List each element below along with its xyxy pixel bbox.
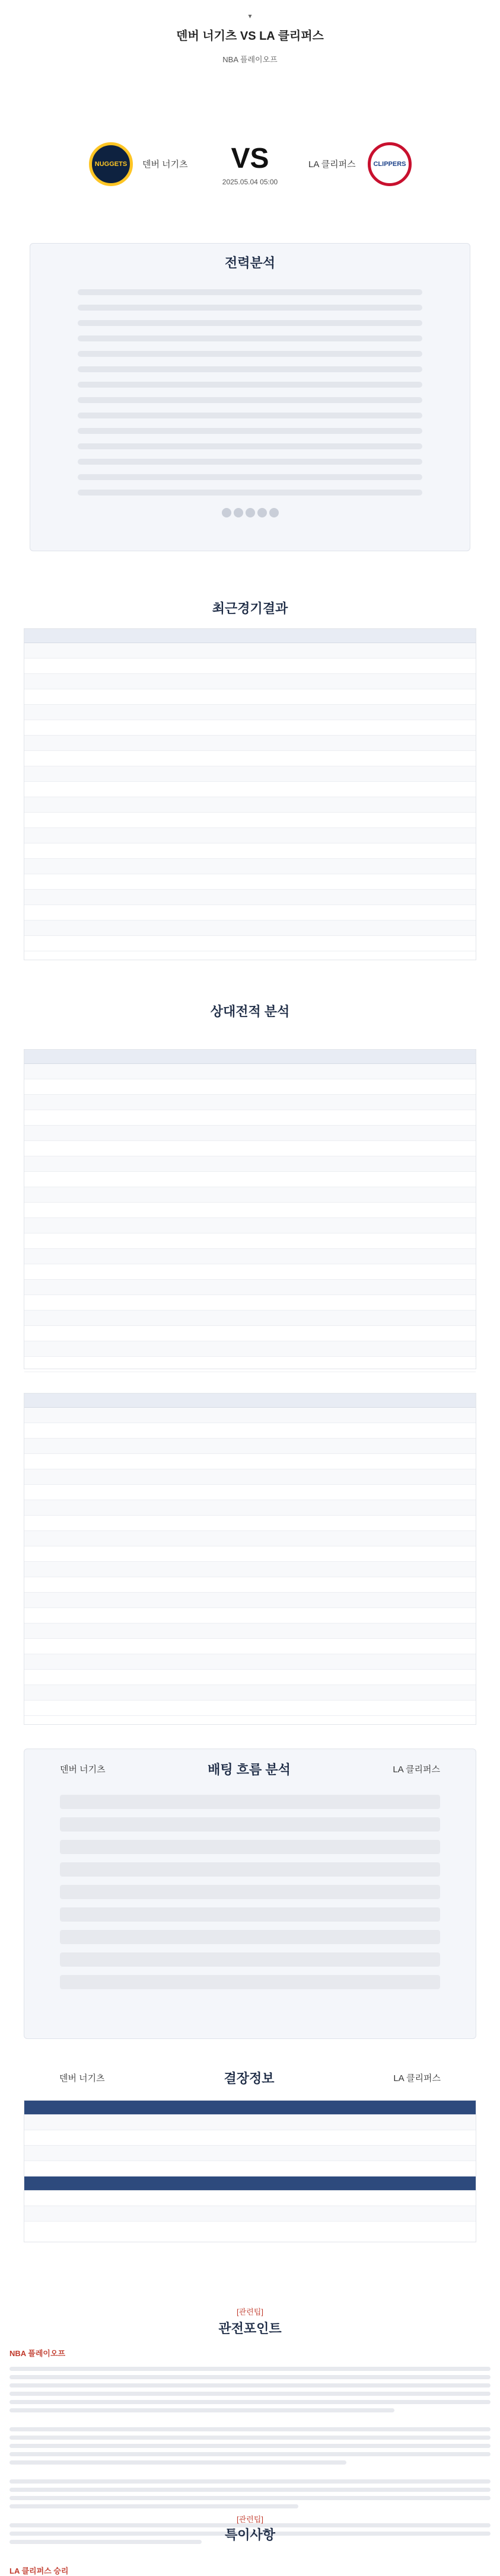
recent-results-table (24, 628, 476, 960)
away-logo-text: CLIPPERS (373, 161, 406, 168)
betting-panel (24, 1749, 476, 2039)
keypoints-paragraph-3 (9, 2479, 491, 2508)
match-date: 2025.05.04 05:00 (222, 178, 278, 186)
absence-panel (24, 2063, 476, 2264)
stat-row (78, 382, 422, 388)
home-logo-text: NUGGETS (94, 161, 128, 168)
recent-title: 최근경기결과 (212, 601, 288, 616)
stat-row (78, 366, 422, 372)
absence-title: 결장정보 (224, 2071, 275, 2086)
league-label: NBA 플레이오프 (222, 55, 278, 64)
stat-row (78, 305, 422, 311)
absence-home-team: 덴버 너기츠 (59, 2073, 105, 2083)
keypoints-title: 관전포인트 (218, 2321, 282, 2336)
away-team-name: LA 클리퍼스 (308, 159, 356, 170)
special-tag: [관련팁] (237, 2515, 263, 2524)
absence-away-team: LA 클리퍼스 (393, 2073, 441, 2083)
stat-row (78, 490, 422, 496)
form-circles (78, 507, 422, 518)
betting-away-team: LA 클리퍼스 (393, 1765, 440, 1775)
stat-row (78, 413, 422, 418)
special-title: 특이사항 (224, 2527, 275, 2542)
keypoints-paragraph-1 (9, 2367, 491, 2412)
stat-row (78, 459, 422, 465)
final-pick: LA 클리퍼스 승리 (9, 2567, 69, 2575)
stat-row (78, 397, 422, 403)
stat-row (78, 474, 422, 480)
away-team-logo (368, 142, 412, 186)
stat-row (78, 335, 422, 341)
h2h-detail-table (24, 1393, 476, 1725)
stat-row (78, 351, 422, 357)
keypoints-heading: NBA 플레이오프 (9, 2349, 66, 2358)
stat-row (78, 320, 422, 326)
stat-row (78, 428, 422, 434)
vs-label: VS (231, 143, 269, 174)
stat-row (78, 443, 422, 449)
h2h-table (24, 1049, 476, 1369)
keypoints-paragraph-2 (9, 2427, 491, 2465)
h2h-title: 상대전적 분석 (210, 1004, 290, 1019)
top-label: ▾ (248, 12, 252, 20)
home-team-logo (89, 142, 133, 186)
keypoints-tag: [관련팁] (237, 2307, 263, 2316)
betting-home-team: 덴버 너기츠 (60, 1765, 106, 1775)
analysis-panel (30, 243, 470, 551)
stat-row (78, 289, 422, 295)
page-title: 덴버 너기츠 VS LA 클리퍼스 (176, 30, 324, 43)
home-team-name: 덴버 너기츠 (142, 159, 188, 170)
betting-title: 배팅 흐름 분석 (208, 1762, 291, 1777)
absence-table (24, 2100, 476, 2242)
analysis-title: 전력분석 (224, 255, 275, 270)
